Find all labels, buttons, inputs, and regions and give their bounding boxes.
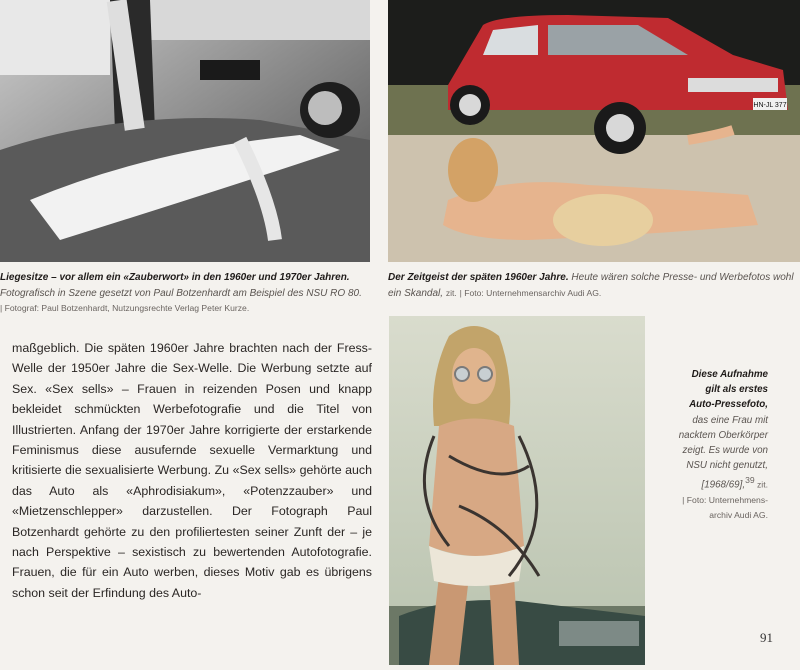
caption-side-credit2: archiv Audi AG. xyxy=(709,510,768,521)
car-plate: HN-JL 377 xyxy=(753,102,787,109)
body-paragraph: maßgeblich. Die späten 1960er Jahre brachten nach der Fress-Welle der 1950er Jahre die Sex-Welle. Die Werbung setzte auf Sex. «Sex sells» – Frauen in reizenden Posen und knapp bekleidet schmückten Werbefotografie und die Titel von Illustrierten. Anfang der 1970er Jahre korrigierte der erstarkende Feminismus diese ausufernde sexuelle Vermarktung und kritisierte die sexualisierte Werbung. Zu «Sex sells» gehörte auch das Auto als «Aphrodisiakum», «Potenzzauber» und «Mietzenschlepper» darzustellen. Der Fotograph Paul Botzenhardt gehörte zu den profiliertesten seiner Zunft der – je nach Perspektive – sexistisch zu bewertenden Autofotografie. Frauen, die für ein Auto werben, dieses Motiv gab es übrigens schon seit der Erfindung des Auto- xyxy=(12,341,372,600)
caption-side-line4: das eine Frau mit xyxy=(692,414,768,426)
caption-side-credit1: | Foto: Unternehmens- xyxy=(682,494,768,505)
caption-left-text: Fotografisch in Szene gesetzt von Paul Botzenhardt am Beispiel des NSU RO 80. xyxy=(0,287,362,299)
photo-nsu-beach xyxy=(388,0,800,262)
caption-side-line7: NSU nicht genutzt, xyxy=(686,460,768,472)
caption-side-photo xyxy=(656,367,768,523)
caption-side-line5: nacktem Oberkörper xyxy=(678,429,768,441)
caption-side-zit: zit. xyxy=(754,479,768,490)
caption-right-title: Der Zeitgeist der späten 1960er Jahre. xyxy=(388,272,569,283)
body-text xyxy=(12,338,372,603)
photo-press-model xyxy=(389,316,645,665)
caption-side-footnote: 39 xyxy=(745,475,755,486)
caption-side-line8: [1968/69], xyxy=(701,479,746,491)
caption-right-text: Heute wären solche Presse- und Werbefotos wohl ein Skandal, xyxy=(388,272,794,299)
photo-car-interior xyxy=(0,0,370,262)
caption-left-photo xyxy=(0,270,372,317)
caption-right-photo xyxy=(388,270,798,301)
caption-side-line1: Diese Aufnahme xyxy=(691,369,768,380)
page-number: 91 xyxy=(760,630,773,645)
caption-left-title: Liegesitze – vor allem ein «Zauberwort» in den 1960er und 1970er Jahren. xyxy=(0,272,350,283)
caption-left-credit: | Fotograf: Paul Botzenhardt, Nutzungsrechte Verlag Peter Kurze. xyxy=(0,303,250,313)
caption-side-line6: zeigt. Es wurde von xyxy=(682,445,768,457)
caption-side-line3: Auto-Pressefoto, xyxy=(689,399,768,411)
caption-right-zit: zit. xyxy=(445,287,457,298)
caption-right-credit: | Foto: Unternehmensarchiv Audi AG. xyxy=(459,287,602,298)
caption-side-line2: gilt als erstes xyxy=(705,384,768,396)
